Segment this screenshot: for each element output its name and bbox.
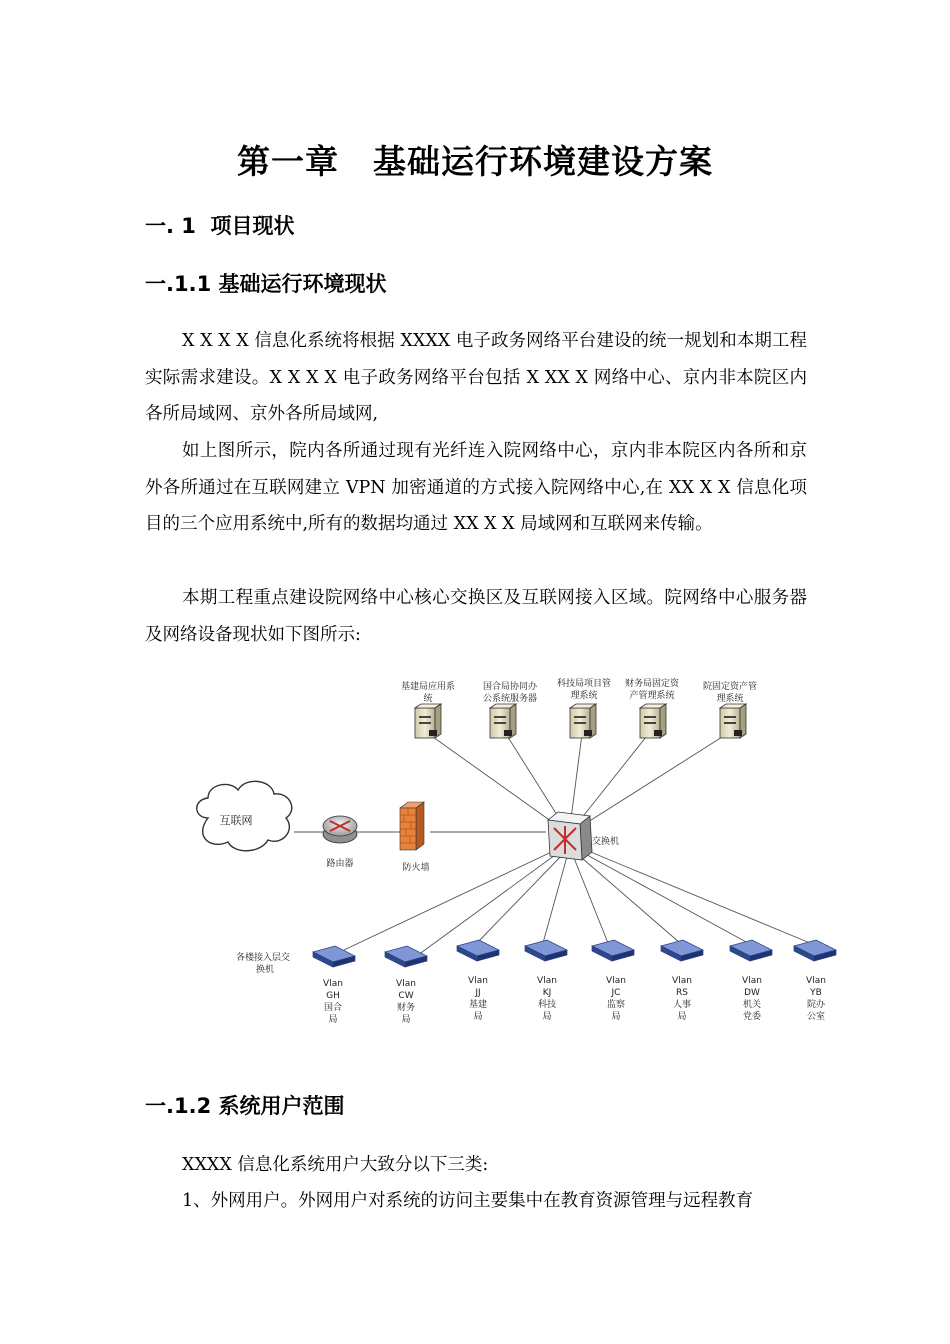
vlan-label: 局	[328, 1015, 338, 1025]
switch-label: 交换机	[592, 837, 620, 847]
vlan-label: 局	[611, 1012, 621, 1022]
vlan-label: 监察	[606, 1000, 626, 1010]
vlan-label: 院办	[806, 1000, 826, 1010]
vlan-label: 局	[473, 1012, 483, 1022]
server-label: 理系统	[716, 694, 744, 704]
access-switch-icon	[592, 940, 634, 961]
vlan-label: 人事	[672, 1000, 692, 1010]
vlan-label: 机关	[742, 1000, 762, 1010]
server-label: 科技局项目管	[556, 679, 612, 689]
server-labels	[401, 677, 757, 704]
paragraph: X X X X 信息化系统将根据 XXXX 电子政务网络平台建设的统一规划和本期工程实际需求建设。X X X X 电子政务网络平台包括 X XX X 网络中心、京内非本院区内各所局域网、京外各所局域网,	[145, 331, 807, 424]
internet-cloud-icon	[197, 781, 292, 850]
vlan-label: 公室	[806, 1012, 826, 1022]
chapter-title: 第一章 基础运行环境建设方案	[237, 142, 713, 181]
server-label: 院固定资产管	[702, 682, 758, 692]
vlan-label: 党委	[742, 1012, 762, 1022]
vlan-labels	[323, 976, 826, 1025]
vlan-label: 基建	[468, 1000, 488, 1010]
server-label: 统	[423, 694, 433, 704]
server-label: 国合局协同办	[482, 682, 538, 692]
vlan-label: Vlan	[468, 976, 488, 986]
vlan-label: Vlan	[396, 979, 416, 989]
vlan-label: Vlan	[323, 979, 343, 989]
server-label: 财务局固定资	[624, 679, 680, 689]
section-heading-1: 一. 1 项目现状	[145, 214, 295, 238]
vlan-label: JC	[611, 988, 621, 998]
vlan-label: Vlan	[806, 976, 826, 986]
access-switch-icon	[661, 940, 703, 961]
vlan-label: 科技	[537, 1000, 557, 1010]
section-heading-1-2: 一.1.2 系统用户范围	[145, 1094, 345, 1118]
firewall-label: 防火墙	[402, 863, 430, 873]
vlan-label: 局	[542, 1012, 552, 1022]
paragraph: 如上图所示，院内各所通过现有光纤连入院网络中心，京内非本院区内各所和京外各所通过在互联网建立 VPN 加密通道的方式接入院网络中心,在 XX X X 信息化项目的三个应用系统中,所有的数据均通过 XX X X 局域网和互联网来传输。	[145, 441, 807, 534]
vlan-label: Vlan	[742, 976, 762, 986]
server-label: 公系统服务器	[482, 694, 538, 704]
vlan-label: Vlan	[537, 976, 557, 986]
paragraph: XXXX 信息化系统用户大致分以下三类:	[182, 1155, 489, 1175]
router-icon	[323, 816, 357, 869]
vlan-label: 局	[677, 1012, 687, 1022]
internet-label: 互联网	[219, 814, 253, 827]
vlan-label: 局	[401, 1015, 411, 1025]
router-label: 路由器	[326, 859, 354, 869]
access-layer-label: 各楼接入层交	[236, 953, 291, 963]
access-layer-label: 换机	[256, 965, 275, 975]
core-switch-icon	[548, 812, 619, 860]
vlan-label: YB	[810, 988, 822, 998]
server-icons	[415, 704, 746, 738]
access-switch-icon	[794, 940, 836, 961]
server-icon	[640, 704, 666, 738]
server-label: 产管理系统	[629, 691, 675, 701]
vlan-label: RS	[676, 988, 688, 998]
vlan-label: DW	[744, 988, 760, 998]
section-heading-1-1: 一.1.1 基础运行环境现状	[145, 272, 387, 296]
access-switch-icon	[525, 940, 567, 961]
server-label: 理系统	[570, 691, 598, 701]
paragraph: 1、外网用户。外网用户对系统的访问主要集中在教育资源管理与远程教育	[182, 1191, 754, 1211]
vlan-label: JJ	[475, 988, 481, 998]
access-switches	[313, 940, 836, 967]
vlan-label: CW	[398, 991, 414, 1001]
server-icon	[570, 704, 596, 738]
vlan-label: Vlan	[606, 976, 626, 986]
network-topology-diagram	[180, 668, 850, 1030]
access-switch-icon	[313, 946, 355, 967]
access-switch-icon	[730, 940, 772, 961]
server-icon	[490, 704, 516, 738]
server-label: 基建局应用系	[400, 682, 456, 692]
vlan-label: 财务	[396, 1003, 416, 1013]
server-icon	[415, 704, 441, 738]
access-switch-icon	[457, 940, 499, 961]
server-icon	[720, 704, 746, 738]
vlan-label: KJ	[542, 988, 552, 998]
paragraph: 本期工程重点建设院网络中心核心交换区及互联网接入区域。院网络中心服务器及网络设备现状如下图所示:	[145, 588, 807, 645]
firewall-icon	[400, 802, 430, 873]
vlan-label: 国合	[323, 1003, 343, 1013]
vlan-label: GH	[326, 991, 340, 1001]
access-switch-icon	[385, 946, 427, 967]
vlan-label: Vlan	[672, 976, 692, 986]
